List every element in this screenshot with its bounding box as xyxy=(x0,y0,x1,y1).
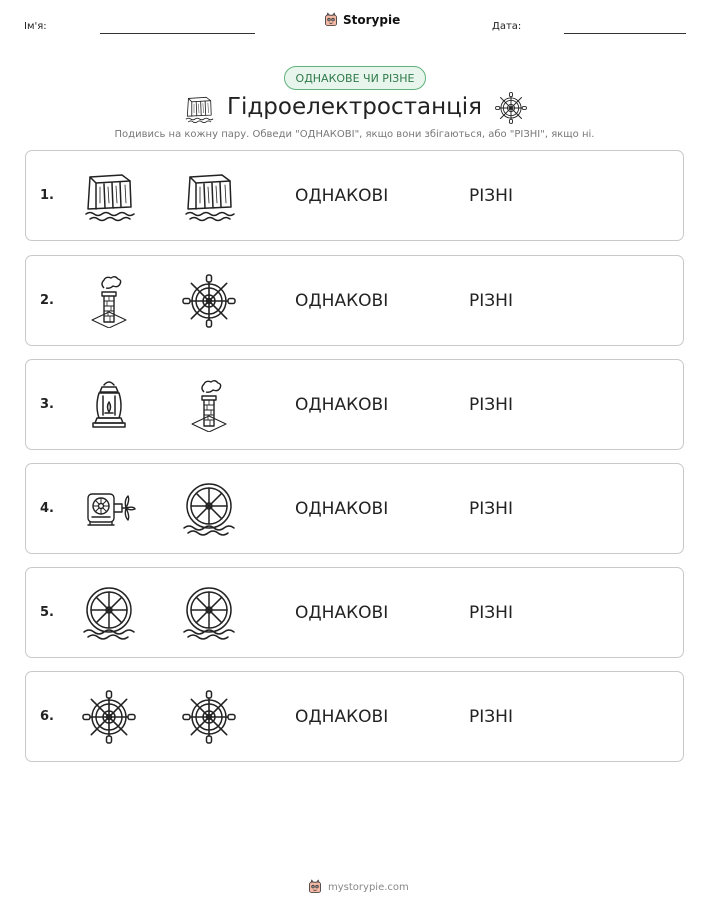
water-wheel-icon xyxy=(182,586,236,640)
option-same[interactable]: ОДНАКОВІ xyxy=(295,395,389,415)
option-same[interactable]: ОДНАКОВІ xyxy=(295,186,389,206)
brand xyxy=(323,12,400,28)
chimney-icon xyxy=(82,274,136,328)
generator-icon xyxy=(82,482,136,536)
footer-url: mystorypie.com xyxy=(328,881,409,893)
question-number: 5. xyxy=(40,605,54,620)
option-different[interactable]: РІЗНІ xyxy=(469,395,513,415)
option-different[interactable]: РІЗНІ xyxy=(469,186,513,206)
water-wheel-icon xyxy=(182,482,236,536)
title-row xyxy=(0,92,709,126)
chimney-icon xyxy=(182,378,236,432)
ship-wheel-icon xyxy=(82,690,136,744)
question-card-6 xyxy=(25,671,684,762)
dam-icon xyxy=(82,169,136,223)
date-label: Дата: xyxy=(492,21,522,32)
option-different[interactable]: РІЗНІ xyxy=(469,499,513,519)
name-label: Ім'я: xyxy=(24,21,47,32)
water-wheel-icon xyxy=(82,586,136,640)
option-same[interactable]: ОДНАКОВІ xyxy=(295,291,389,311)
question-card-2 xyxy=(25,255,684,346)
question-card-5 xyxy=(25,567,684,658)
storypie-logo-icon xyxy=(307,879,323,895)
page-title: Гідроелектростанція xyxy=(226,94,482,120)
ship-wheel-icon xyxy=(182,690,236,744)
name-field-line[interactable] xyxy=(100,33,255,34)
option-same[interactable]: ОДНАКОВІ xyxy=(295,707,389,727)
option-different[interactable]: РІЗНІ xyxy=(469,291,513,311)
question-number: 6. xyxy=(40,709,54,724)
date-field-line[interactable] xyxy=(564,33,686,34)
storypie-logo-icon xyxy=(323,12,339,28)
question-card-3 xyxy=(25,359,684,450)
question-number: 3. xyxy=(40,397,54,412)
dam-icon xyxy=(182,169,236,223)
question-card-4 xyxy=(25,463,684,554)
instructions: Подивись на кожну пару. Обведи "ОДНАКОВІ", якщо вони збігаються, або "РІЗНІ", якщо ні. xyxy=(114,129,595,140)
ship-wheel-icon xyxy=(182,274,236,328)
option-same[interactable]: ОДНАКОВІ xyxy=(295,603,389,623)
brand-name: Storypie xyxy=(343,13,401,27)
ship-wheel-icon xyxy=(495,92,527,124)
footer xyxy=(307,879,409,895)
option-different[interactable]: РІЗНІ xyxy=(469,707,513,727)
question-number: 1. xyxy=(40,188,54,203)
lantern-icon xyxy=(82,378,136,432)
question-number: 2. xyxy=(40,293,54,308)
option-same[interactable]: ОДНАКОВІ xyxy=(295,499,389,519)
option-different[interactable]: РІЗНІ xyxy=(469,603,513,623)
question-card-1 xyxy=(25,150,684,241)
question-number: 4. xyxy=(40,501,54,516)
worksheet-type-badge: ОДНАКОВЕ ЧИ РІЗНЕ xyxy=(284,66,426,90)
